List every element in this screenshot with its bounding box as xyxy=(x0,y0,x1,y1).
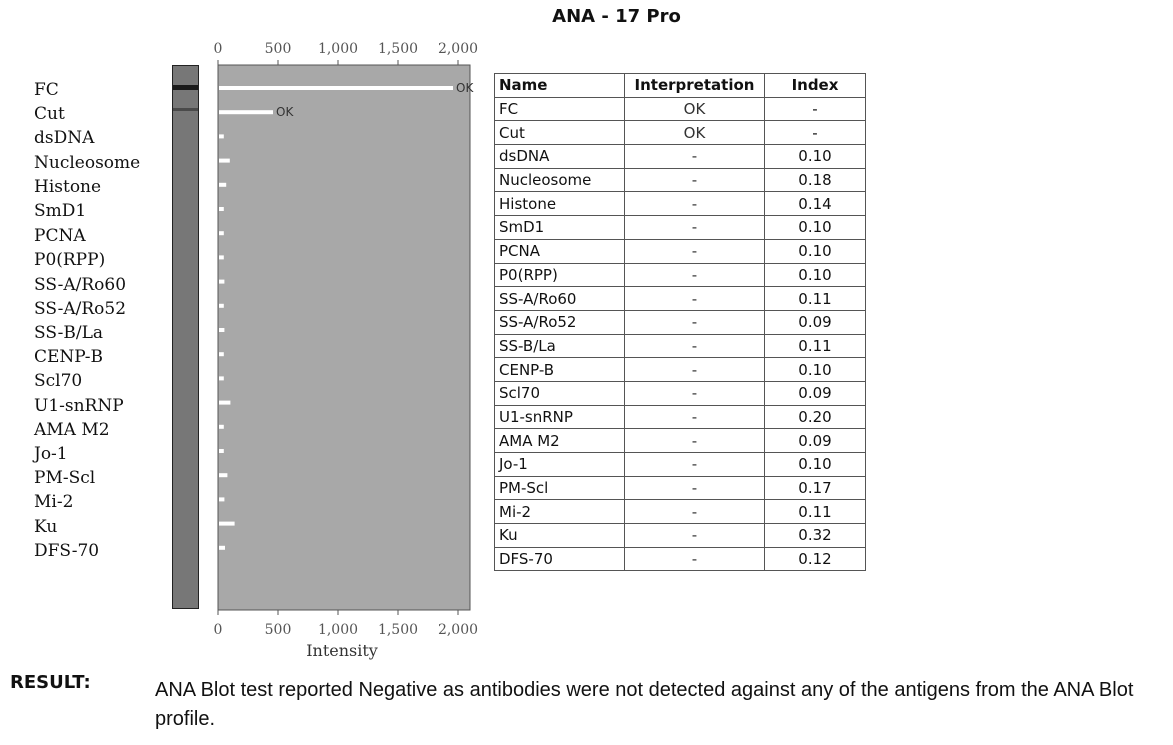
table-cell: - xyxy=(625,145,765,169)
bar xyxy=(219,183,226,187)
table-cell: 0.10 xyxy=(765,145,866,169)
table-cell: 0.12 xyxy=(765,547,866,571)
bar xyxy=(219,304,224,308)
table-row xyxy=(495,263,866,287)
table-cell: 0.11 xyxy=(765,334,866,358)
strip-band xyxy=(173,85,198,90)
table-row xyxy=(495,476,866,500)
antigen-label: P0(RPP) xyxy=(34,250,106,271)
table-row xyxy=(495,216,866,240)
table-cell: Cut xyxy=(495,121,625,145)
antigen-label: SS-A/Ro60 xyxy=(34,274,127,295)
table-row xyxy=(495,168,866,192)
bar xyxy=(219,449,224,453)
table-cell: dsDNA xyxy=(495,145,625,169)
table-cell: Histone xyxy=(495,192,625,216)
bar xyxy=(219,473,227,477)
table-cell: 0.09 xyxy=(765,429,866,453)
bar xyxy=(219,231,224,235)
table-cell: OK xyxy=(625,121,765,145)
table-row xyxy=(495,97,866,121)
table-row xyxy=(495,334,866,358)
antigen-label: Histone xyxy=(34,176,102,197)
antigen-label: CENP-B xyxy=(34,347,104,368)
table-cell: - xyxy=(765,121,866,145)
table-cell: AMA M2 xyxy=(495,429,625,453)
table-cell: 0.20 xyxy=(765,405,866,429)
table-body xyxy=(495,97,866,571)
result-text: ANA Blot test reported Negative as antibodies were not detected against any of the antigens from the ANA Blot profile. xyxy=(155,679,1134,730)
table-row xyxy=(495,121,866,145)
antigen-label: Jo-1 xyxy=(34,444,68,464)
antigen-label: FC xyxy=(34,80,59,100)
x-tick-label-top: 2,000 xyxy=(437,41,479,57)
bar xyxy=(219,497,224,501)
x-tick-label-top: 1,500 xyxy=(377,41,419,57)
antigen-label: U1-snRNP xyxy=(34,395,124,416)
table-cell: PM-Scl xyxy=(495,476,625,500)
bar xyxy=(219,401,230,405)
bar xyxy=(219,207,224,211)
table-row xyxy=(495,145,866,169)
table-row xyxy=(495,358,866,382)
table-cell: Nucleosome xyxy=(495,168,625,192)
table-cell: OK xyxy=(625,97,765,121)
table-cell: SS-A/Ro60 xyxy=(495,287,625,311)
table-cell: 0.09 xyxy=(765,310,866,334)
x-axis-label: Intensity xyxy=(306,641,378,660)
bar xyxy=(219,159,230,163)
bar-label: OK xyxy=(276,105,294,120)
table-cell: U1-snRNP xyxy=(495,405,625,429)
table-cell: - xyxy=(625,192,765,216)
table-header-row xyxy=(495,74,866,98)
table-row xyxy=(495,192,866,216)
bar xyxy=(219,546,225,550)
table-cell: DFS-70 xyxy=(495,547,625,571)
table-cell: - xyxy=(625,547,765,571)
table-cell: - xyxy=(625,358,765,382)
x-tick-label-bottom: 0 xyxy=(213,622,223,638)
x-tick-label-bottom: 2,000 xyxy=(437,622,479,638)
bar xyxy=(219,522,235,526)
table-row xyxy=(495,405,866,429)
x-tick-label-top: 1,000 xyxy=(317,41,359,57)
antigen-label: Mi-2 xyxy=(34,492,74,513)
table-header-cell: Index xyxy=(765,74,866,98)
x-tick-label-bottom: 1,500 xyxy=(377,622,419,638)
bar-label: OK xyxy=(456,81,474,95)
antigen-label: SmD1 xyxy=(34,201,87,221)
table-cell: - xyxy=(625,500,765,524)
table-cell: - xyxy=(625,287,765,311)
table-cell: - xyxy=(625,429,765,453)
bar xyxy=(219,86,453,90)
x-tick-label-bottom: 1,000 xyxy=(317,622,359,638)
table-cell: P0(RPP) xyxy=(495,263,625,287)
intensity-bar-chart xyxy=(200,38,485,668)
table-row xyxy=(495,524,866,548)
table-cell: 0.14 xyxy=(765,192,866,216)
table-cell: PCNA xyxy=(495,239,625,263)
table-cell: - xyxy=(625,216,765,240)
table-cell: 0.10 xyxy=(765,453,866,477)
table-cell: 0.10 xyxy=(765,263,866,287)
antigen-label: DFS-70 xyxy=(34,540,100,561)
x-tick-label-bottom: 500 xyxy=(264,622,292,638)
table-cell: - xyxy=(625,310,765,334)
table-row xyxy=(495,381,866,405)
table-cell: 0.11 xyxy=(765,500,866,524)
antigen-label: AMA M2 xyxy=(34,419,110,440)
bar xyxy=(219,255,224,259)
table-cell: 0.32 xyxy=(765,524,866,548)
table-cell: SmD1 xyxy=(495,216,625,240)
antigen-label: Cut xyxy=(34,104,65,125)
table-cell: FC xyxy=(495,97,625,121)
table-cell: - xyxy=(625,168,765,192)
table-cell: - xyxy=(625,524,765,548)
table-cell: Ku xyxy=(495,524,625,548)
table-row xyxy=(495,547,866,571)
table-header-cell: Interpretation xyxy=(625,74,765,98)
table-cell: 0.10 xyxy=(765,216,866,240)
antigen-label: SS-B/La xyxy=(34,323,104,343)
antigen-label: PM-Scl xyxy=(34,468,96,489)
results-table xyxy=(494,73,866,571)
table-cell: SS-A/Ro52 xyxy=(495,310,625,334)
table-row xyxy=(495,500,866,524)
bar xyxy=(219,376,224,380)
table-row xyxy=(495,429,866,453)
table-cell: CENP-B xyxy=(495,358,625,382)
plot-area xyxy=(218,65,470,610)
table-header-cell: Name xyxy=(495,74,625,98)
table-cell: 0.10 xyxy=(765,239,866,263)
table-row xyxy=(495,239,866,263)
table-cell: 0.10 xyxy=(765,358,866,382)
antigen-label: PCNA xyxy=(34,226,86,247)
bar xyxy=(219,280,224,284)
table-cell: - xyxy=(625,453,765,477)
bar xyxy=(219,134,224,138)
table-cell: 0.18 xyxy=(765,168,866,192)
table-cell: 0.09 xyxy=(765,381,866,405)
bar xyxy=(219,328,224,332)
bar xyxy=(219,425,224,429)
table-row xyxy=(495,453,866,477)
bar xyxy=(219,110,273,114)
table-cell: - xyxy=(625,405,765,429)
strip-band xyxy=(173,108,198,111)
blot-strip xyxy=(172,65,199,609)
antigen-label: dsDNA xyxy=(34,128,95,149)
table-cell: 0.11 xyxy=(765,287,866,311)
antigen-label: Ku xyxy=(34,516,58,537)
table-cell: - xyxy=(625,334,765,358)
table-cell: - xyxy=(625,239,765,263)
table-cell: - xyxy=(625,476,765,500)
x-tick-label-top: 0 xyxy=(213,41,223,57)
antigen-label: Nucleosome xyxy=(34,152,141,173)
table-cell: SS-B/La xyxy=(495,334,625,358)
table-cell: Mi-2 xyxy=(495,500,625,524)
report-title: ANA - 17 Pro xyxy=(552,6,681,27)
result-label: RESULT: xyxy=(10,672,91,693)
table-cell: - xyxy=(765,97,866,121)
table-row xyxy=(495,287,866,311)
table-cell: Scl70 xyxy=(495,381,625,405)
x-tick-label-top: 500 xyxy=(264,41,292,57)
table-cell: 0.17 xyxy=(765,476,866,500)
antigen-label: Scl70 xyxy=(34,371,83,392)
bar xyxy=(219,352,224,356)
table-cell: - xyxy=(625,381,765,405)
table-row xyxy=(495,310,866,334)
table-cell: - xyxy=(625,263,765,287)
antigen-label: SS-A/Ro52 xyxy=(34,298,127,319)
table-cell: Jo-1 xyxy=(495,453,625,477)
